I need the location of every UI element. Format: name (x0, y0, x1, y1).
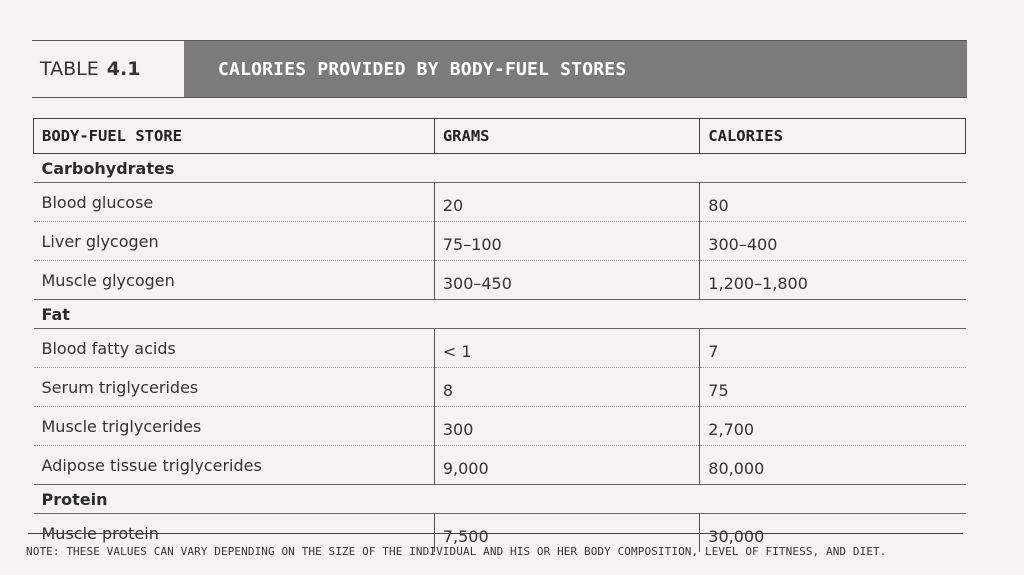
store-cell: Muscle glycogen (34, 261, 435, 300)
table-note: NOTE: THESE VALUES CAN VARY DEPENDING ON THE SIZE OF THE INDIVIDUAL AND HIS OR HER BODY COMPOSITION, LEVEL OF FITNESS, AND DIET. (26, 545, 887, 558)
calories-cell: 7 (700, 329, 966, 368)
table-number: 4.1 (106, 58, 141, 80)
grams-cell: 75–100 (434, 222, 699, 261)
section-row-fat (34, 300, 966, 329)
column-header-store: BODY-FUEL STORE (34, 119, 435, 154)
calories-cell: 2,700 (700, 407, 966, 446)
table-title-bar (32, 40, 967, 98)
calories-cell: 80 (700, 183, 966, 222)
table-row (34, 261, 966, 300)
store-cell: Blood glucose (34, 183, 435, 222)
table-row (34, 329, 966, 368)
grams-cell: 9,000 (434, 446, 699, 485)
store-cell: Serum triglycerides (34, 368, 435, 407)
store-cell: Muscle protein (41, 523, 159, 543)
table-header-row (34, 119, 966, 154)
calories-cell: 30,000 (700, 514, 966, 553)
section-label: Carbohydrates (34, 154, 966, 183)
grams-cell: 300–450 (434, 261, 699, 300)
grams-cell: 300 (434, 407, 699, 446)
section-label: Fat (34, 300, 966, 329)
section-label: Protein (34, 485, 966, 514)
table-label (32, 41, 184, 97)
grams-cell: 8 (434, 368, 699, 407)
store-cell: Adipose tissue triglycerides (34, 446, 435, 485)
grams-cell: 7,500 (434, 514, 699, 553)
body-fuel-table (33, 118, 966, 552)
calories-cell: 75 (700, 368, 966, 407)
table-title: CALORIES PROVIDED BY BODY-FUEL STORES (184, 41, 967, 97)
calories-cell: 1,200–1,800 (700, 261, 966, 300)
grams-cell: 20 (434, 183, 699, 222)
bottom-rule (28, 533, 963, 534)
table-row (34, 407, 966, 446)
table-label-text: TABLE (40, 58, 99, 80)
table-row (34, 222, 966, 261)
column-header-grams: GRAMS (434, 119, 699, 154)
table-row (34, 183, 966, 222)
grams-cell: < 1 (434, 329, 699, 368)
store-cell: Blood fatty acids (34, 329, 435, 368)
store-cell: Muscle triglycerides (34, 407, 435, 446)
table-row (34, 446, 966, 485)
column-header-calories: CALORIES (700, 119, 966, 154)
section-row-protein (34, 485, 966, 514)
calories-cell: 80,000 (700, 446, 966, 485)
store-cell: Liver glycogen (34, 222, 435, 261)
table-row (34, 368, 966, 407)
section-row-carbohydrates (34, 154, 966, 183)
calories-cell: 300–400 (700, 222, 966, 261)
